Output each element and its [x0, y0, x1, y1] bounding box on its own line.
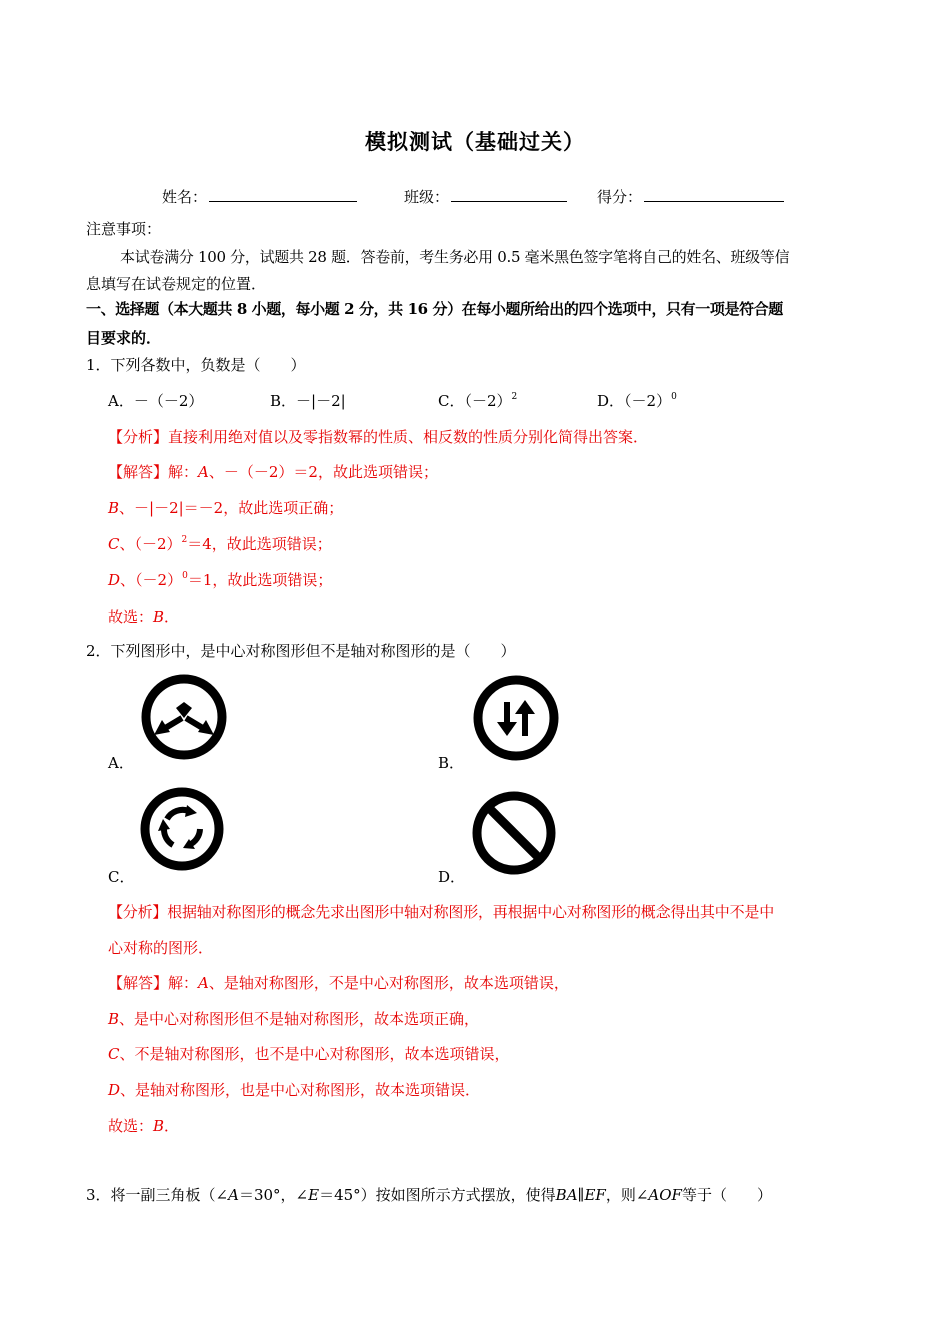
q1-option-c: C．$(-2)^2$ [438, 392, 518, 410]
q2-answer-b: B、是中心对称图形但不是轴对称图形，故本选项正确， [108, 1010, 480, 1028]
notice-line1: 本试卷满分 100 分，试题共 28 题．答卷前，考生务必用 0.5 毫米黑色签字笔将自己的姓名、班级等信 [120, 248, 790, 266]
q1-option-d: D．$(-2)^0$ [597, 392, 677, 410]
prohibition-sign-icon [470, 790, 560, 876]
q1-answer-c: C、$(-2)^2=4$，故此选项错误； [108, 535, 332, 553]
q2-answer-a: 【解答】解：A、是轴对称图形，不是中心对称图形，故本选项错误， [108, 974, 569, 992]
class-field [404, 186, 567, 207]
name-field [162, 186, 357, 207]
q2-answer-d: D、是轴对称图形，也是中心对称图形，故本选项错误． [108, 1081, 481, 1099]
q1-answer-b: B、－|－2|＝－2，故此选项正确； [108, 499, 344, 517]
section-heading-line2: 目要求的． [86, 329, 162, 347]
q2-answer-c: C、不是轴对称图形，也不是中心对称图形，故本选项错误， [108, 1045, 510, 1063]
q2-option-a-label: A． [108, 754, 134, 772]
q3-stem: 3．将一副三角板（∠A＝30°，∠E＝45°）按如图所示方式摆放，使得BA∥EF，则∠AOF等于（ ） [86, 1186, 772, 1204]
roundabout-sign-icon [137, 785, 227, 873]
name-label: 姓名： [162, 188, 208, 206]
q2-analysis-line1: 【分析】根据轴对称图形的概念先求出图形中轴对称图形，再根据中心对称图形的概念得出其中不是中 [108, 903, 775, 921]
score-blank [644, 186, 784, 202]
q2-final-choice: 故选：B． [108, 1117, 180, 1135]
q1-option-b: B．－|－2| [270, 392, 346, 410]
score-label: 得分： [597, 188, 643, 206]
notice-heading: 注意事项： [86, 220, 162, 238]
q2-option-d-label: D． [438, 868, 466, 886]
q2-stem: 2．下列图形中，是中心对称图形但不是轴对称图形的是（ ） [86, 642, 516, 660]
q1-final-choice: 故选：B． [108, 608, 180, 626]
q1-option-a: A．－（－2） [108, 392, 204, 410]
diverging-arrows-sign-icon [138, 672, 230, 762]
page-title: 模拟测试（基础过关） [365, 129, 585, 154]
name-blank [209, 186, 357, 202]
score-field [597, 186, 784, 207]
q1-analysis: 【分析】直接利用绝对值以及零指数幂的性质、相反数的性质分别化简得出答案． [108, 428, 649, 446]
q1-answer-a: 【解答】解：A、－（－2）＝2，故此选项错误； [108, 463, 438, 481]
q2-analysis-line2: 心对称的图形． [108, 939, 214, 957]
notice-line2: 息填写在试卷规定的位置． [86, 275, 267, 293]
q2-option-c-label: C． [108, 868, 135, 886]
two-way-traffic-sign-icon [470, 672, 562, 764]
section-heading-line1: 一、选择题（本大题共 8 小题，每小题 2 分，共 16 分）在每小题所给出的四个选项中，只有一项是符合题 [86, 300, 783, 318]
q1-stem: 1．下列各数中，负数是（ ） [86, 356, 306, 374]
class-blank [451, 186, 567, 202]
q2-option-b-label: B． [438, 754, 465, 772]
q1-answer-d: D、$(-2)^0=1$，故此选项错误； [108, 571, 333, 589]
class-label: 班级： [404, 188, 450, 206]
